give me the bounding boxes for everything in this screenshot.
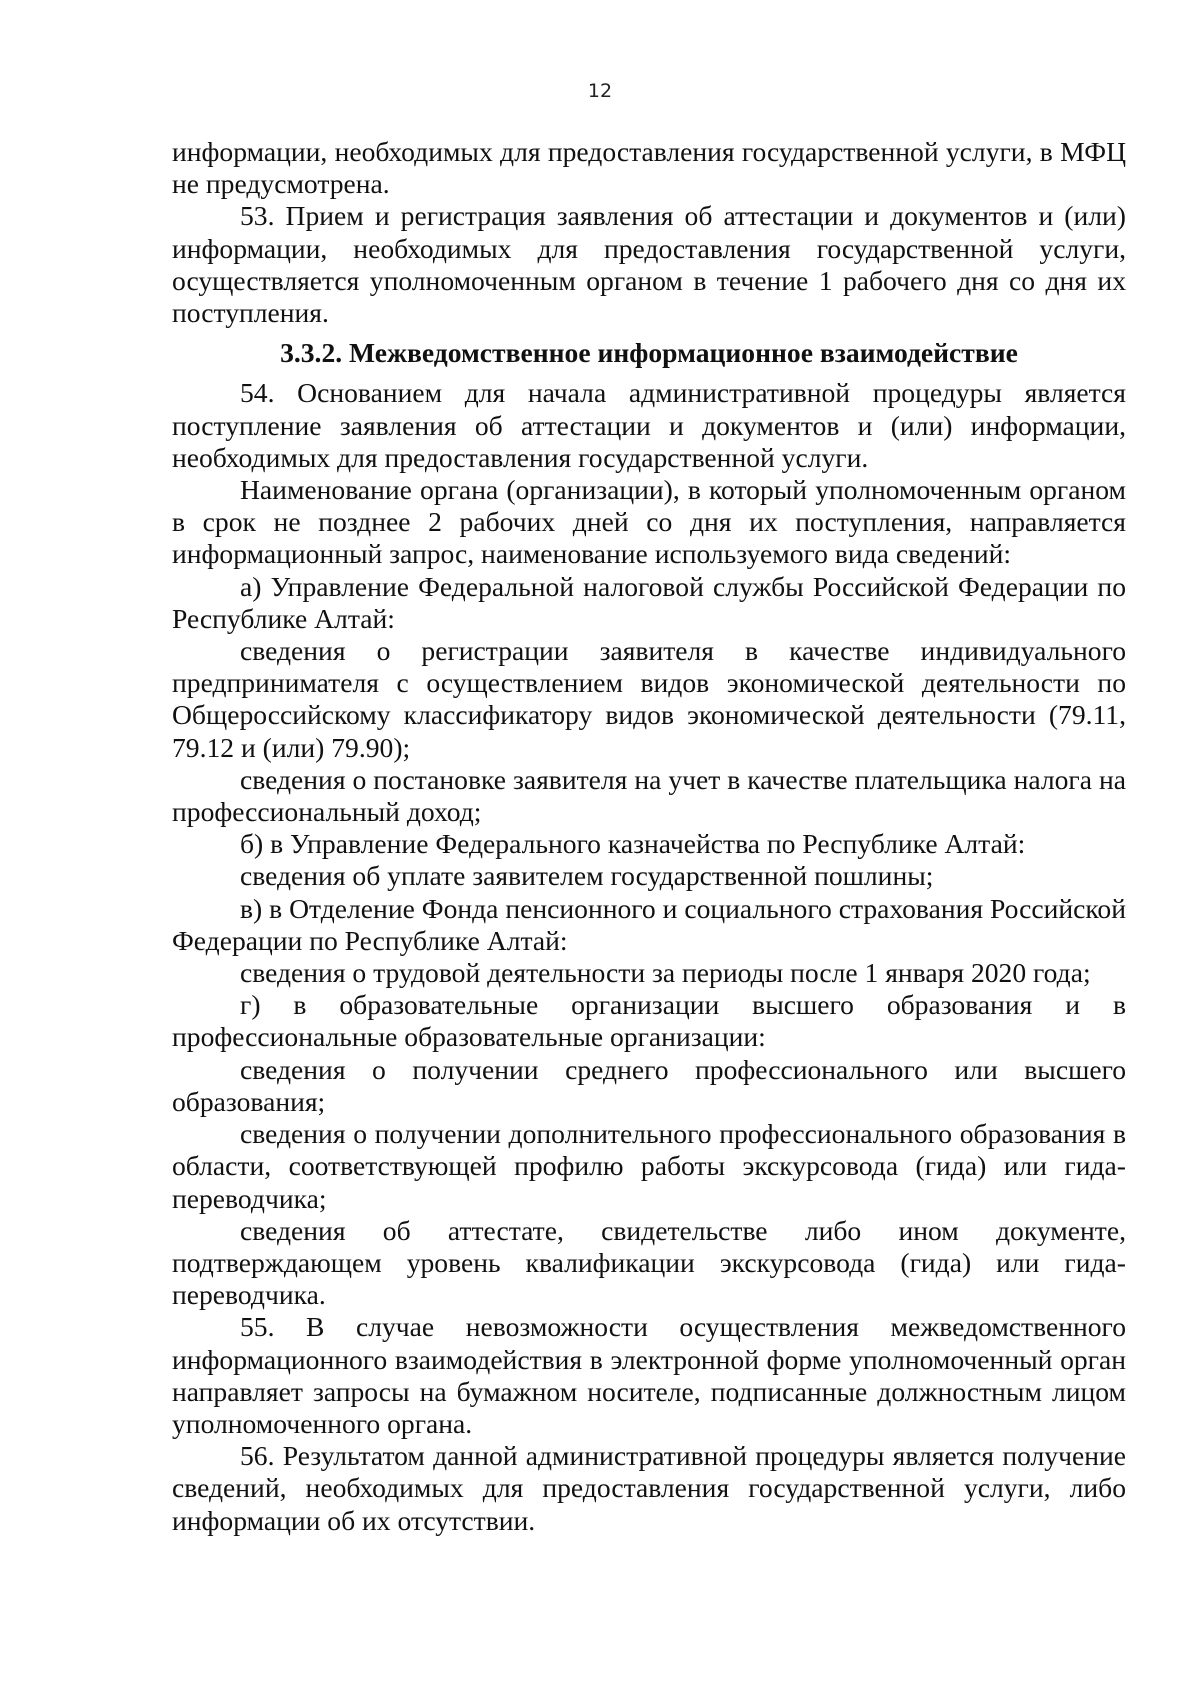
- paragraph-54: 54. Основанием для начала административной процедуры является поступление заявления об аттестации и документов и (или) информации, необходимых для предоставления государственной услуги.: [172, 377, 1126, 473]
- list-item-v: в) в Отделение Фонда пенсионного и социального страхования Российской Федерации по Республике Алтай:: [172, 892, 1126, 956]
- list-item-g: г) в образовательные организации высшего образования и в профессиональные образовательные организации:: [172, 989, 1126, 1053]
- list-item-g-info-3: сведения об аттестате, свидетельстве либо ином документе, подтверждающем уровень квалификации экскурсовода (гида) или гида-переводчика.: [172, 1214, 1126, 1311]
- list-item-a-info-1: сведения о регистрации заявителя в качестве индивидуального предпринимателя с осуществлением видов экономической деятельности по Общероссийскому классификатору видов экономической деятельности (79.11, 79.12 и (или) 79.90);: [172, 635, 1126, 763]
- list-item-g-info-1: сведения о получении среднего профессионального или высшего образования;: [172, 1053, 1126, 1117]
- list-item-a: а) Управление Федеральной налоговой службы Российской Федерации по Республике Алтай:: [172, 570, 1126, 634]
- section-heading: 3.3.2. Межведомственное информационное взаимодействие: [280, 337, 1018, 369]
- page-number: 12: [587, 80, 613, 102]
- list-item-g-info-2: сведения о получении дополнительного профессионального образования в области, соответствующей профилю работы экскурсовода (гида) или гида-переводчика;: [172, 1118, 1126, 1214]
- list-item-b-info-1: сведения об уплате заявителем государственной пошлины;: [240, 860, 934, 892]
- paragraph-continuation: информации, необходимых для предоставления государственной услуги, в МФЦ не предусмотрена.: [172, 136, 1126, 200]
- list-item-v-info-1: сведения о трудовой деятельности за периоды после 1 января 2020 года;: [240, 957, 1091, 989]
- list-item-a-info-2: сведения о постановке заявителя на учет в качестве плательщика налога на профессиональный доход;: [172, 763, 1126, 828]
- list-item-b: б) в Управление Федерального казначейства по Республике Алтай:: [240, 828, 1026, 860]
- paragraph-55: 55. В случае невозможности осуществления межведомственного информационного взаимодействия в электронной форме уполномоченный орган направляет запросы на бумажном носителе, подписанные должностным лицом уполномоченного органа.: [172, 1311, 1126, 1439]
- document-body: [172, 136, 1126, 1537]
- paragraph-53: 53. Прием и регистрация заявления об аттестации и документов и (или) информации, необходимых для предоставления государственной услуги, осуществляется уполномоченным органом в течение 1 рабочего дня со дня их поступления.: [172, 200, 1126, 329]
- paragraph-56: 56. Результатом данной административной процедуры является получение сведений, необходимых для предоставления государственной услуги, либо информации об их отсутствии.: [172, 1440, 1126, 1536]
- paragraph-54-agencies-intro: Наименование органа (организации), в который уполномоченным органом в срок не позднее 2 рабочих дней со дня их поступления, направляется информационный запрос, наименование используемого вида сведений:: [172, 474, 1126, 570]
